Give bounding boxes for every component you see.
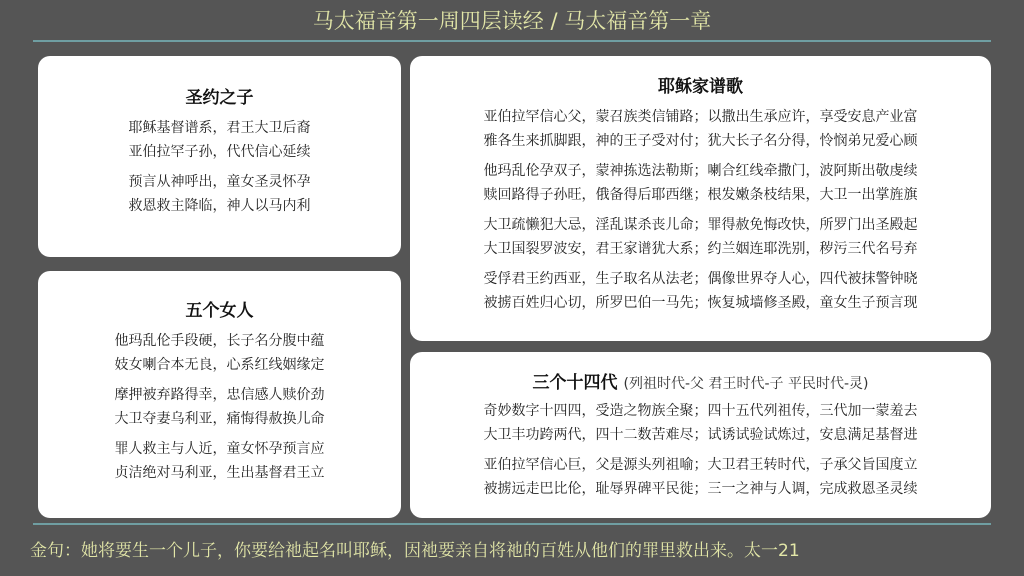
verse-line: 预言从神呼出，童女圣灵怀孕	[128, 174, 311, 190]
verse-line: 摩押被弃路得幸，忠信感人赎价劲	[114, 387, 325, 403]
verse-line: 被掳远走巴比伦，耻辱界碑平民徙；三一之神与人调，完成救恩圣灵续	[483, 481, 918, 497]
verse-line: 大卫丰功跨两代，四十二数苦难尽；试诱试验试炼过，安息满足基督进	[483, 427, 918, 443]
verse-line: 他玛乱伦孕双子，蒙神拣选法勒斯；喇合红线牵撒门，波阿斯出敬虔续	[483, 163, 918, 179]
card-title: 三个十四代	[532, 373, 618, 393]
card-son-of-covenant	[38, 56, 401, 257]
verse-line: 罪人救主与人近，童女怀孕预言应	[114, 441, 325, 457]
card-title: 圣约之子	[185, 88, 254, 108]
verse-line: 耶稣基督谱系，君王大卫后裔	[128, 120, 311, 136]
verse-line: 贞洁绝对马利亚，生出基督君王立	[114, 465, 325, 481]
verse-line: 亚伯拉罕子孙，代代信心延续	[128, 144, 311, 160]
card-five-women	[38, 271, 401, 518]
stanza	[410, 159, 991, 207]
top-divider	[33, 40, 991, 42]
verse-line: 妓女喇合本无良，心系红线姻缘定	[114, 357, 325, 373]
stanza	[410, 399, 991, 447]
card-subtitle: (列祖时代-父 君王时代-子 平民时代-灵)	[623, 376, 869, 392]
stanza	[38, 329, 401, 377]
stanza	[38, 116, 401, 164]
page-title: 马太福音第一周四层读经 / 马太福音第一章	[312, 9, 712, 33]
verse-line: 亚伯拉罕信心父，蒙召族类信铺路；以撒出生承应许，享受安息产业富	[483, 109, 918, 125]
verse-line: 赎回路得子孙旺，俄备得后耶西继；根发嫩条枝结果，大卫一出掌旌旗	[483, 187, 918, 203]
card-genealogy-song	[410, 56, 991, 341]
verse-line: 受俘君王约西亚，生子取名从法老；偶像世界夺人心，四代被抹警钟晓	[483, 271, 918, 287]
stanza	[38, 170, 401, 218]
verse-line: 雅各生来抓脚跟，神的王子受对付；犹大长子名分得，怜悯弟兄爱心顾	[483, 133, 918, 149]
card-title-row	[410, 368, 991, 393]
verse-line: 大卫疏懒犯大忌，淫乱谋杀丧儿命；罪得赦免悔改快，所罗门出圣殿起	[483, 217, 918, 233]
bottom-divider	[33, 523, 991, 525]
stanza	[410, 105, 991, 153]
card-three-fourteen-generations	[410, 352, 991, 518]
card-title: 耶稣家谱歌	[658, 77, 743, 97]
verse-line: 被掳百姓归心切，所罗巴伯一马先；恢复城墙修圣殿，童女生子预言现	[483, 295, 918, 311]
verse-line: 奇妙数字十四四，受造之物族全聚；四十五代列祖传，三代加一蒙羞去	[483, 403, 918, 419]
stanza	[38, 383, 401, 431]
stanza	[410, 213, 991, 261]
stanza	[410, 453, 991, 501]
stanza	[410, 267, 991, 315]
verse-line: 亚伯拉罕信心巨，父是源头列祖喻；大卫君王转时代，子承父旨国度立	[483, 457, 918, 473]
verse-line: 大卫国裂罗波安，君王家谱犹大系；约兰姻连耶洗别，秽污三代名号弃	[483, 241, 918, 257]
verse-line: 救恩救主降临，神人以马内利	[128, 198, 311, 214]
golden-verse: 金句：她将要生一个儿子，你要给祂起名叫耶稣，因祂要亲自将祂的百姓从他们的罪里救出来。太一21	[30, 541, 800, 561]
verse-line: 大卫夺妻乌利亚，痛悔得赦换儿命	[114, 411, 325, 427]
stanza	[38, 437, 401, 485]
verse-line: 他玛乱伦手段硬，长子名分腹中蕴	[114, 333, 325, 349]
card-title: 五个女人	[185, 301, 254, 321]
